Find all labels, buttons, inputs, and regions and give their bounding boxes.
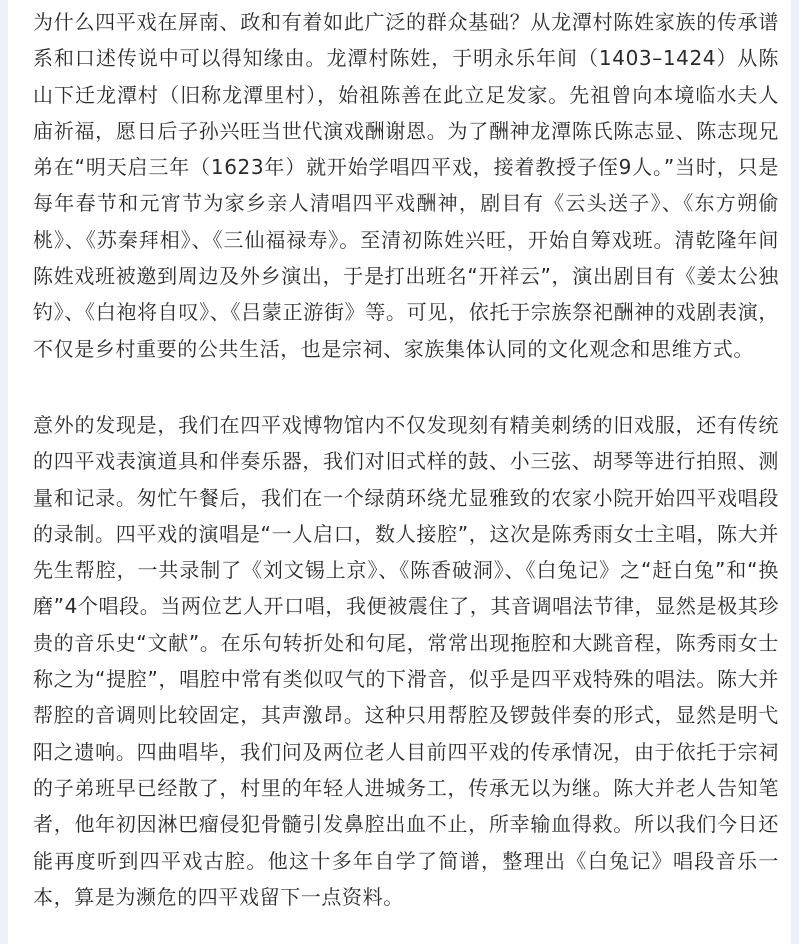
- article-page: [8, 0, 791, 944]
- paragraph-recording-visit: 意外的发现是，我们在四平戏博物馆内不仅发现刻有精美刺绣的旧戏服，还有传统的四平戏表演道具和伴奏乐器，我们对旧式样的鼓、小三弦、胡琴等进行拍照、测量和记录。匆忙午餐后，我们在一个绿荫环绕尤显雅致的农家小院开始四平戏唱段的录制。四平戏的演唱是“一人启口，数人接腔”，这次是陈秀雨女士主唱，陈大并先生帮腔，一共录制了《刘文锡上京》、《陈香破洞》、《白兔记》之“赶白兔”和“换磨”4个唱段。当两位艺人开口唱，我便被震住了，其音调唱法节律，显然是极其珍贵的音乐史“文献”。在乐句转折处和句尾，常常出现拖腔和大跳音程，陈秀雨女士称之为“提腔”，唱腔中常有类似叹气的下滑音，似乎是四平戏特殊的唱法。陈大并帮腔的音调则比较固定，其声激昂。这种只用帮腔及锣鼓伴奏的形式，显然是明弋阳之遗响。四曲唱毕，我们问及两位老人目前四平戏的传承情况，由于依托于宗祠的子弟班早已经散了，村里的年轻人进城务工，传承无以为继。陈大并老人告知笔者，他年初因淋巴瘤侵犯骨髓引发鼻腔出血不止，所幸输血得救。所以我们今日还能再度听到四平戏古腔。他这十多年自学了简谱，整理出《白兔记》唱段音乐一本，算是为濒危的四平戏留下一点资料。: [33, 412, 779, 909]
- paragraph-clan-history: 为什么四平戏在屏南、政和有着如此广泛的群众基础？从龙潭村陈姓家族的传承谱系和口述传说中可以得知缘由。龙潭村陈姓，于明永乐年间（1403–1424）从陈山下迁龙潭村（旧称龙潭里村），始祖陈善在此立足发家。先祖曾向本境临水夫人庙祈福，愿日后子孙兴旺当世代演戏酬谢恩。为了酬神龙潭陈氏陈志显、陈志现兄弟在“明天启三年（1623年）就开始学唱四平戏，接着教授子侄9人。”当时，只是每年春节和元宵节为家乡亲人清唱四平戏酬神，剧目有《云头送子》、《东方朔偷桃》、《苏秦拜相》、《三仙福禄寿》。至清初陈姓兴旺，开始自筹戏班。清乾隆年间陈姓戏班被邀到周边及外乡演出，于是打出班名“开祥云”，演出剧目有《姜太公独钓》、《白袍将自叹》、《吕蒙正游街》等。可见，依托于宗族祭祀酬神的戏剧表演，不仅是乡村重要的公共生活，也是宗祠、家族集体认同的文化观念和思维方式。: [33, 10, 779, 361]
